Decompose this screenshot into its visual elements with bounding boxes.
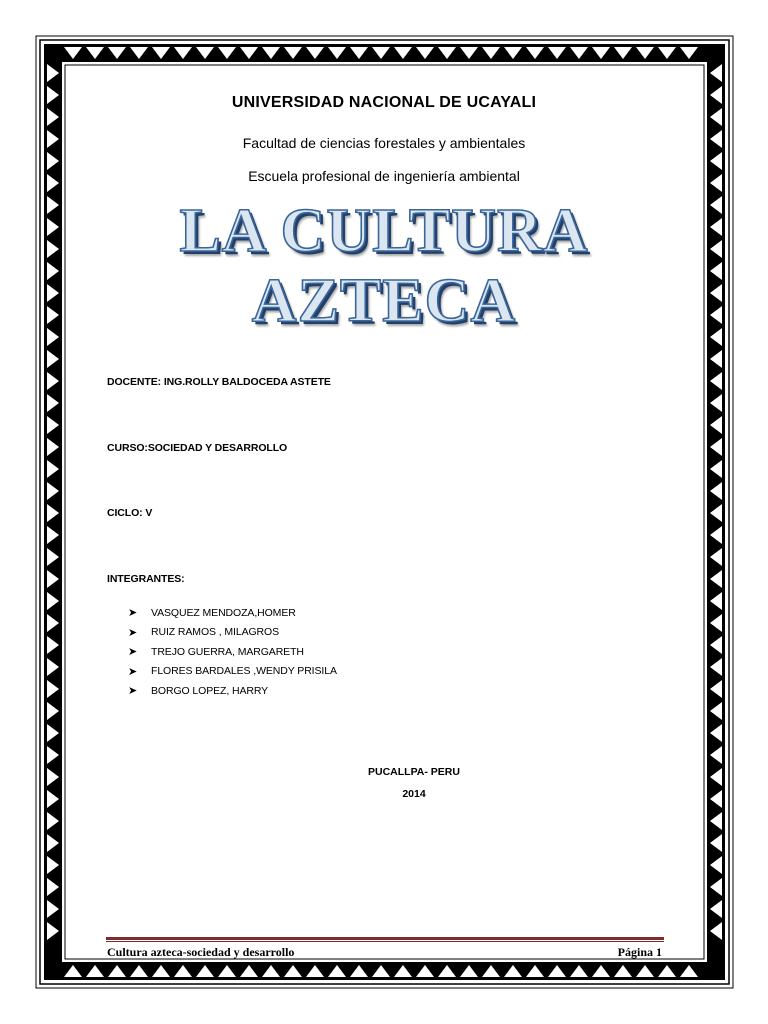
university-name: UNIVERSIDAD NACIONAL DE UCAYALI (231, 94, 537, 111)
integrantes-heading: INTEGRANTES: (107, 573, 185, 585)
list-item (128, 603, 337, 623)
curso-line: CURSO:SOCIEDAD Y DESARROLLO (107, 442, 288, 454)
title-line-2: AZTECA (251, 267, 517, 335)
member-name: TREJO GUERRA, MARGARETH (151, 645, 304, 658)
school-name: Escuela profesional de ingeniería ambiental (248, 168, 520, 184)
docente-line: DOCENTE: ING.ROLLY BALDOCEDA ASTETE (107, 376, 331, 388)
arrowhead-bullet-icon: ➤ (128, 607, 138, 620)
member-name: FLORES BARDALES ,WENDY PRISILA (151, 665, 337, 678)
arrowhead-bullet-icon: ➤ (128, 685, 138, 698)
ciclo-line: CICLO: V (107, 507, 153, 519)
list-item (128, 623, 337, 643)
faculty-name: Facultad de ciencias forestales y ambientales (242, 135, 526, 151)
member-name: VASQUEZ MENDOZA,HOMER (151, 606, 296, 619)
footer-rule-thin (106, 941, 664, 942)
page-number: Página 1 (617, 945, 662, 959)
members-list (128, 603, 337, 701)
title-line-1: LA CULTURA (179, 197, 589, 265)
list-item (128, 662, 337, 682)
member-name: RUIZ RAMOS , MILAGROS (151, 626, 279, 639)
arrowhead-bullet-icon: ➤ (128, 646, 138, 659)
year-line: 2014 (402, 788, 426, 800)
member-name: BORGO LOPEZ, HARRY (151, 684, 269, 697)
footer-rule (106, 937, 664, 940)
arrowhead-bullet-icon: ➤ (128, 626, 138, 639)
footer-title: Cultura azteca-sociedad y desarrollo (107, 945, 295, 959)
list-item (128, 681, 337, 701)
city-line: PUCALLPA- PERU (368, 766, 460, 778)
list-item (128, 642, 337, 662)
arrowhead-bullet-icon: ➤ (128, 665, 138, 678)
